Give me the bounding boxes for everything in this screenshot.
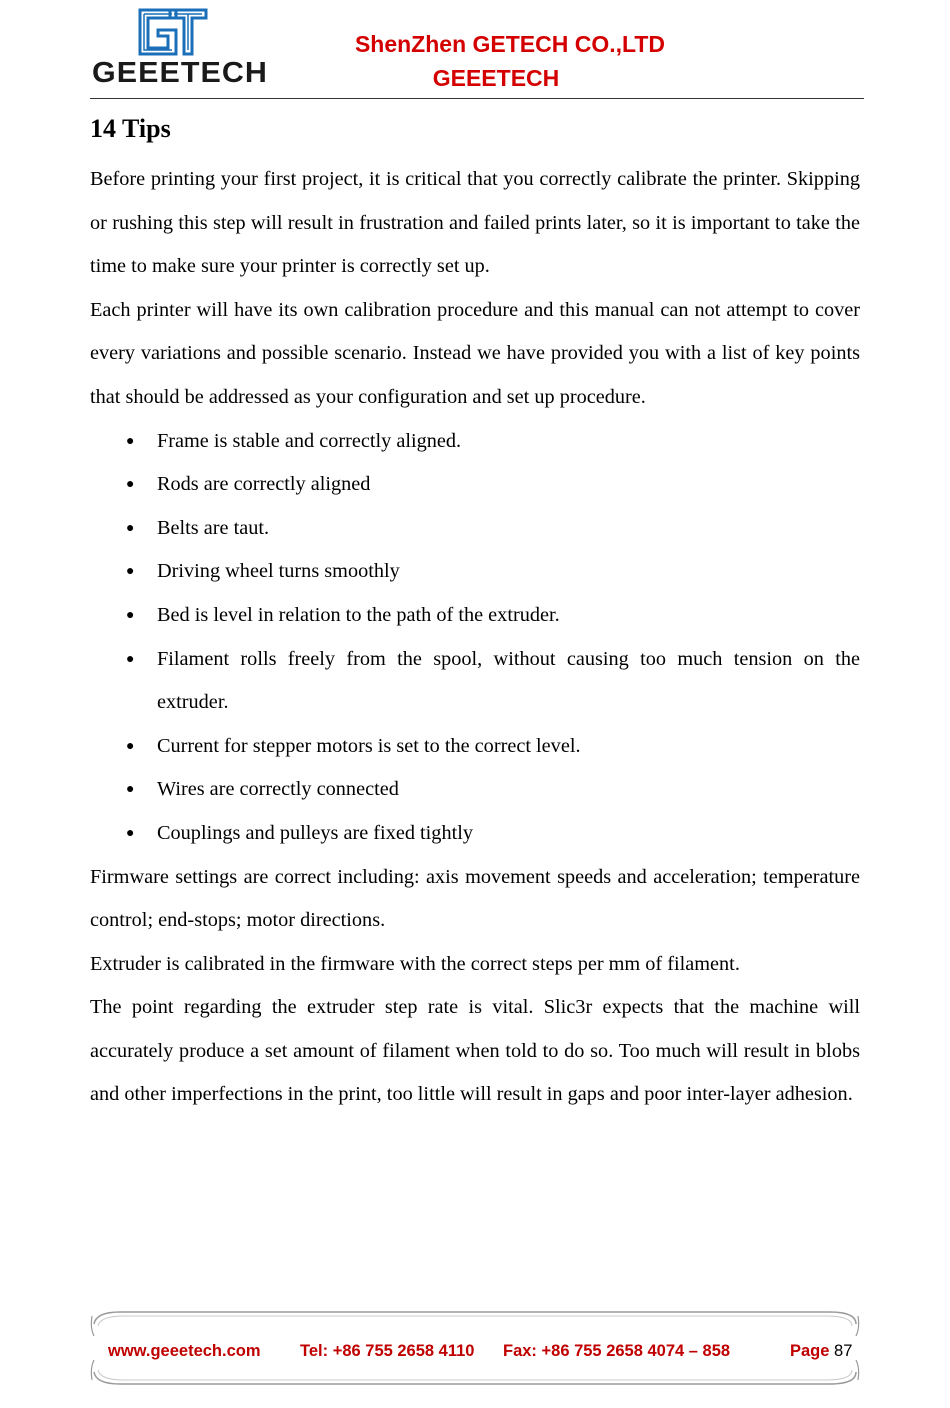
page-content bbox=[90, 158, 860, 1117]
footer-contact bbox=[108, 1340, 852, 1362]
list-item-text: Rods are correctly aligned bbox=[157, 473, 371, 496]
list-item-text: Filament rolls freely from the spool, without causing too much tension on the extruder. bbox=[157, 647, 860, 714]
footer-tel: Tel: +86 755 2658 4110 bbox=[300, 1342, 475, 1360]
list-item-text: Frame is stable and correctly aligned. bbox=[157, 429, 462, 452]
bullet-icon: ● bbox=[126, 520, 135, 536]
list-item bbox=[90, 550, 860, 594]
list-item-text: Driving wheel turns smoothly bbox=[157, 560, 400, 583]
list-item bbox=[90, 638, 860, 725]
header-divider bbox=[90, 98, 864, 99]
footer-page-number: 87 bbox=[834, 1342, 853, 1360]
bullet-icon: ● bbox=[126, 607, 135, 623]
list-item-text: Couplings and pulleys are fixed tightly bbox=[157, 821, 474, 844]
list-item-text: Bed is level in relation to the path of the extruder. bbox=[157, 603, 560, 626]
list-item bbox=[90, 463, 860, 507]
list-item-text: Belts are taut. bbox=[157, 516, 270, 539]
list-item bbox=[90, 768, 860, 812]
list-item bbox=[90, 594, 860, 638]
list-item bbox=[90, 420, 860, 464]
list-item bbox=[90, 812, 860, 856]
section-title: 14 Tips bbox=[90, 114, 171, 143]
page-footer bbox=[90, 1306, 860, 1390]
body-paragraph: Firmware settings are correct including: axis movement speeds and acceleration; temperature control; end-stops; motor directions. bbox=[90, 865, 860, 932]
bullet-icon: ● bbox=[126, 738, 135, 754]
bullet-icon: ● bbox=[126, 433, 135, 449]
list-item-text: Wires are correctly connected bbox=[157, 778, 399, 801]
company-name: ShenZhen GETECH CO.,LTD bbox=[354, 31, 666, 57]
bullet-icon: ● bbox=[126, 782, 135, 798]
body-paragraph: Extruder is calibrated in the firmware with the correct steps per mm of filament. bbox=[90, 952, 740, 975]
list-item-text: Current for stepper motors is set to the correct level. bbox=[157, 734, 581, 757]
bullet-icon: ● bbox=[126, 477, 135, 493]
intro-paragraph: Each printer will have its own calibration procedure and this manual can not attempt to cover every variations and possible scenario. Instead we have provided you with a list of key points that should be addressed as your configuration and set up procedure. bbox=[90, 298, 860, 408]
list-item bbox=[90, 725, 860, 769]
intro-paragraph: Before printing your first project, it is critical that you correctly calibrate the printer. Skipping or rushing this step will result in frustration and failed prints later, so it is important to take the time to make sure your printer is correctly set up. bbox=[90, 168, 860, 278]
logo-mark-icon bbox=[136, 6, 210, 58]
company-brand: GEEETECH bbox=[432, 65, 560, 91]
bullet-icon: ● bbox=[126, 651, 135, 667]
checklist bbox=[90, 420, 860, 856]
list-item bbox=[90, 507, 860, 551]
bullet-icon: ● bbox=[126, 564, 135, 580]
footer-page-label: Page bbox=[790, 1342, 830, 1360]
geeetech-logo bbox=[92, 6, 268, 89]
footer-website-link[interactable]: www.geeetech.com bbox=[108, 1342, 261, 1360]
body-paragraph: The point regarding the extruder step rate is vital. Slic3r expects that the machine will accurately produce a set amount of filament when told to do so. Too much will result in blobs and other imperfections in the print, too little will result in gaps and poor inter-layer adhesion. bbox=[90, 996, 860, 1106]
logo-wordmark: GEEETECH bbox=[92, 57, 268, 89]
bullet-icon: ● bbox=[126, 825, 135, 841]
footer-fax: Fax: +86 755 2658 4074 – 858 bbox=[503, 1342, 731, 1360]
